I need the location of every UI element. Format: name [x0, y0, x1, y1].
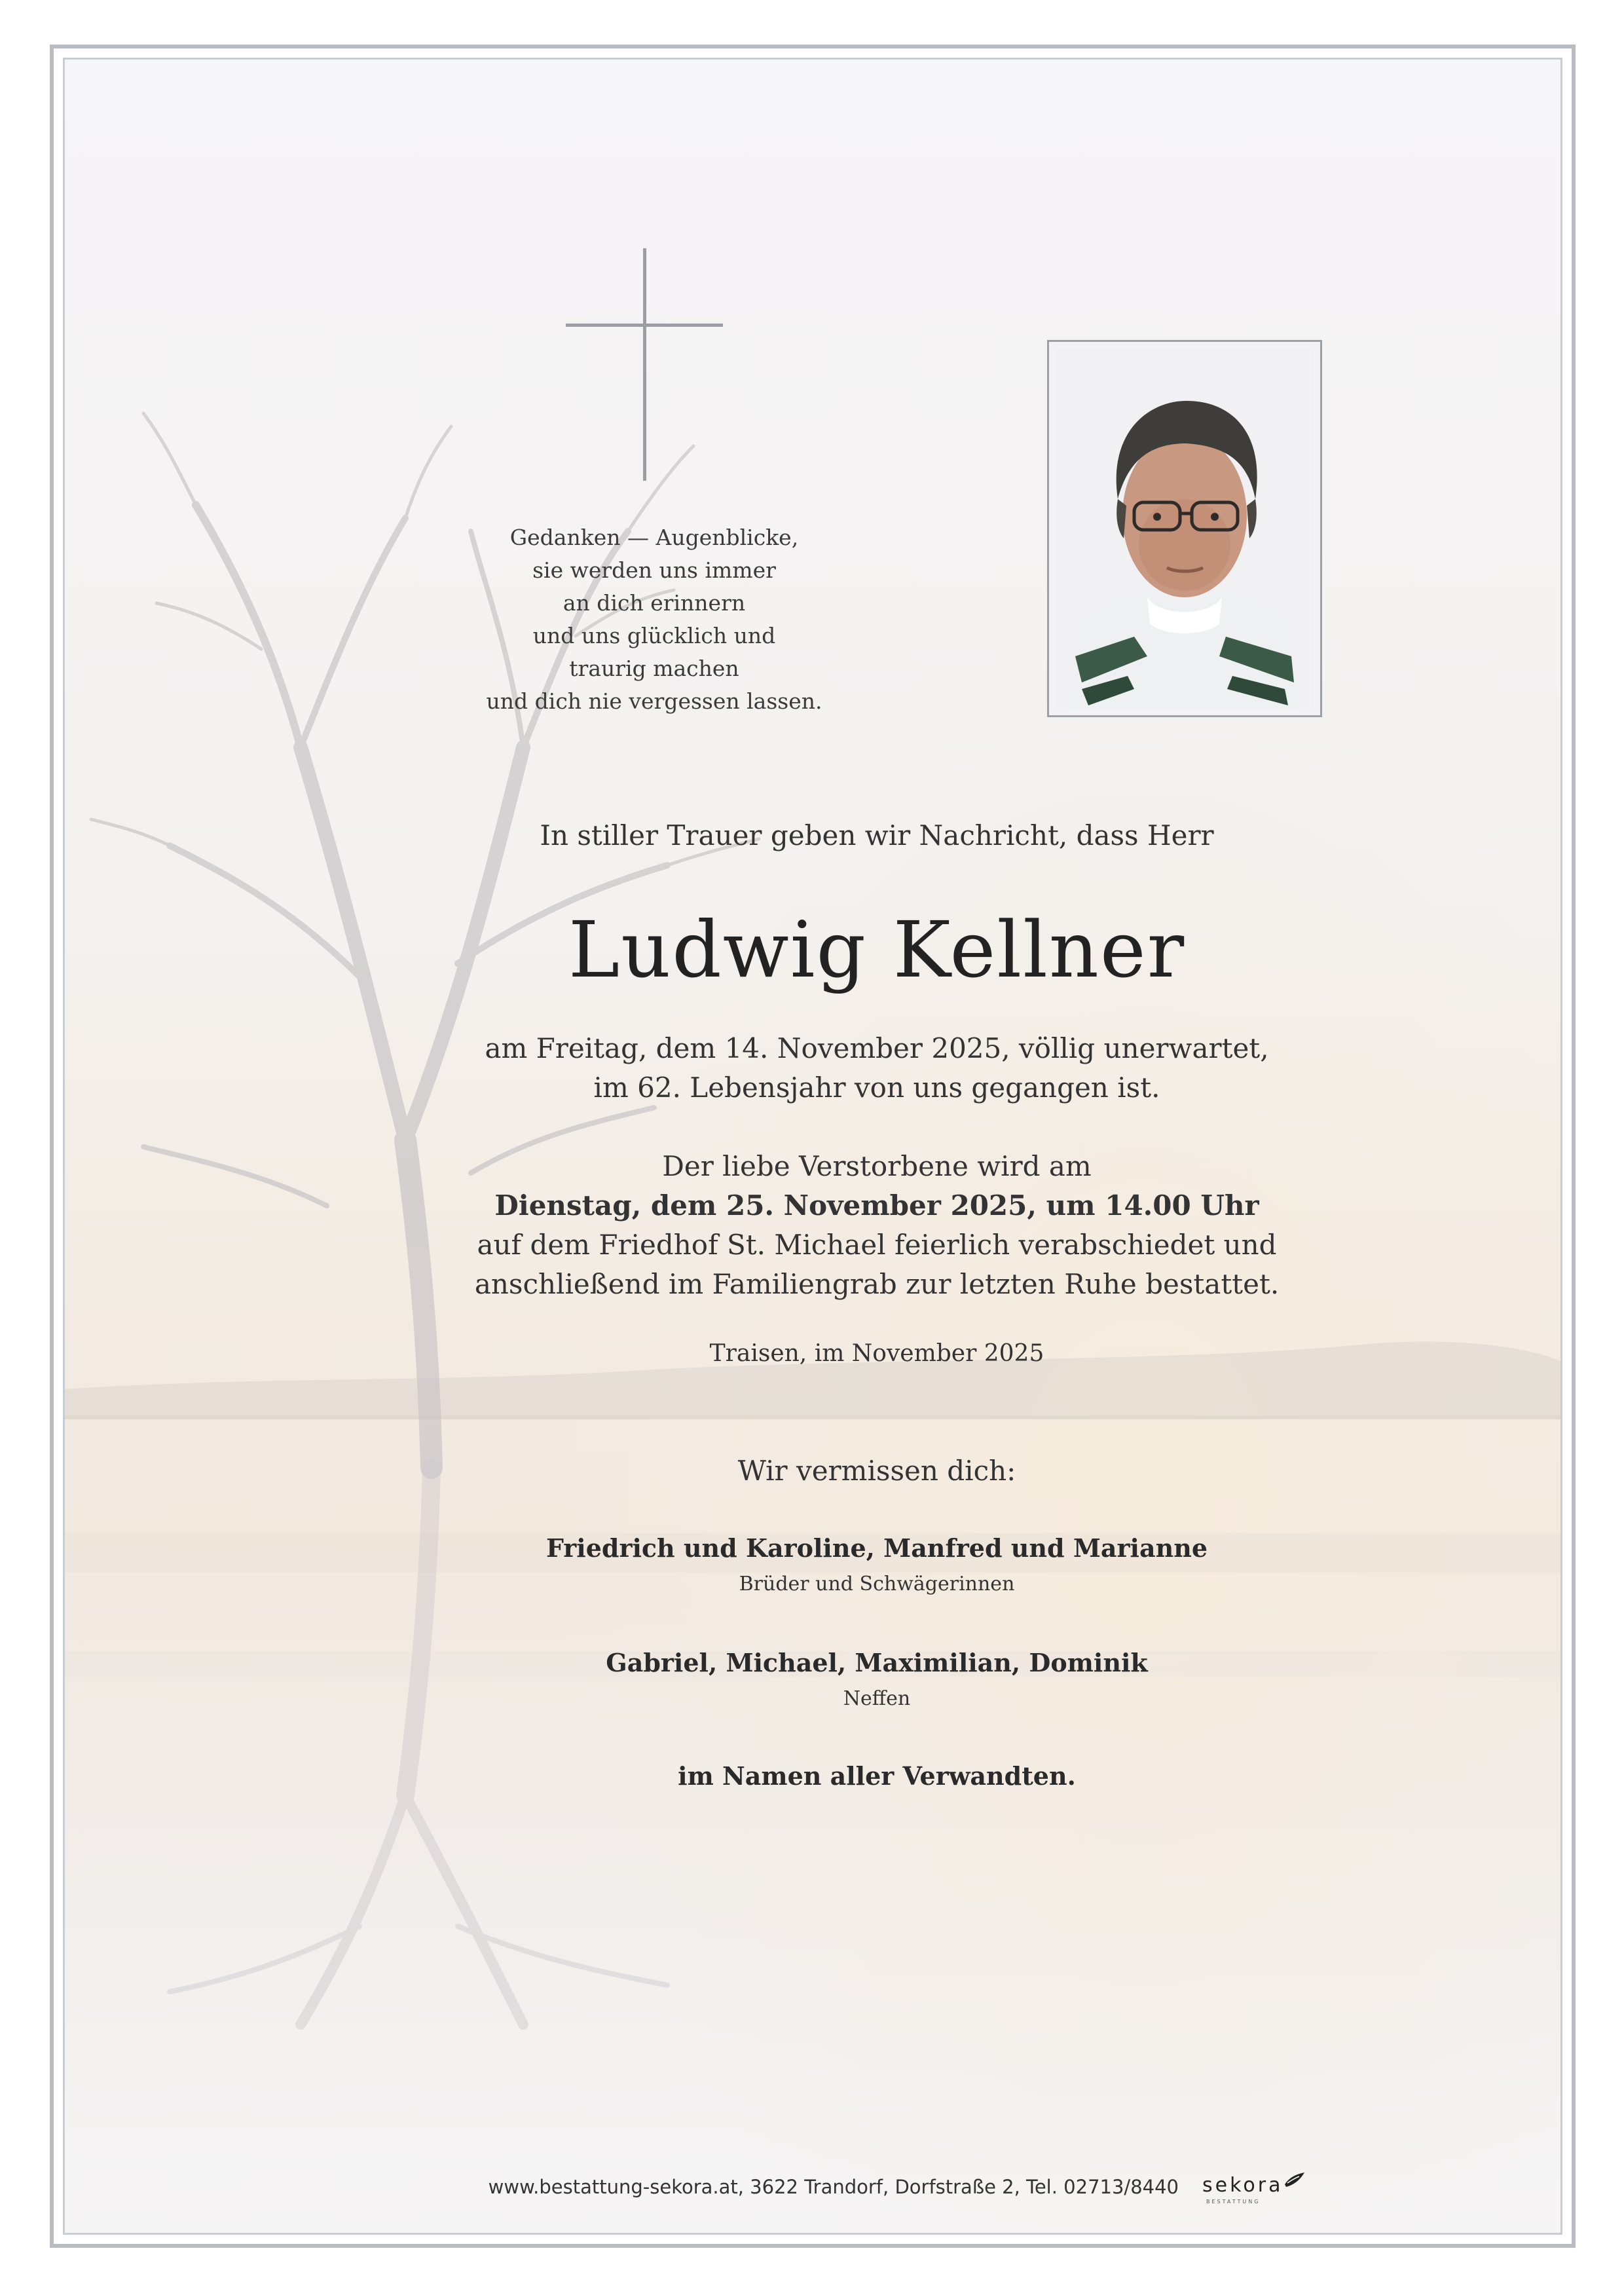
poem-line: sie werden uns immer	[532, 557, 776, 583]
cross-icon	[566, 248, 723, 481]
logo-subtitle: BESTATTUNG	[1206, 2199, 1261, 2205]
mourners-heading: Wir vermissen dich:	[737, 1455, 1016, 1487]
mourners-group-relation: Neffen	[843, 1687, 911, 1710]
funeral-line: Der liebe Verstorbene wird am	[662, 1150, 1092, 1182]
notice-panel	[63, 58, 1562, 2235]
footer-contact: www.bestattung-sekora.at, 3622 Trandorf, Dorfstraße 2, Tel. 02713/8440	[488, 2176, 1179, 2198]
memorial-poem	[458, 521, 851, 718]
logo-name: sekora	[1202, 2174, 1283, 2197]
intro-text: In stiller Trauer geben wir Nachricht, dass Herr	[540, 819, 1214, 851]
death-line: im 62. Lebensjahr von uns gegangen ist.	[593, 1072, 1160, 1104]
portrait-photo	[1056, 348, 1314, 709]
mourners-group-relation: Brüder und Schwägerinnen	[739, 1573, 1015, 1595]
funeral-date: Dienstag, dem 25. November 2025, um 14.00 Uhr	[494, 1189, 1259, 1222]
closing-line: im Namen aller Verwandten.	[678, 1761, 1076, 1791]
poem-line: traurig machen	[569, 656, 739, 681]
funeral-details	[294, 1147, 1460, 1304]
funeral-line: anschließend im Familiengrab zur letzten Ruhe bestattet.	[474, 1268, 1280, 1300]
poem-line: und uns glücklich und	[532, 623, 776, 648]
funeral-line: auf dem Friedhof St. Michael feierlich verabschiedet und	[477, 1229, 1277, 1261]
company-logo	[1200, 2165, 1318, 2211]
poem-line: an dich erinnern	[563, 590, 746, 616]
mourners-group-names: Gabriel, Michael, Maximilian, Dominik	[606, 1648, 1148, 1677]
place-date: Traisen, im November 2025	[709, 1340, 1044, 1367]
mourners-group-names: Friedrich und Karoline, Manfred und Marianne	[545, 1533, 1208, 1563]
poem-line: Gedanken — Augenblicke,	[509, 525, 799, 550]
deceased-name: Ludwig Kellner	[568, 905, 1186, 995]
leaf-icon	[1283, 2171, 1306, 2190]
death-line: am Freitag, dem 14. November 2025, völlig unerwartet,	[485, 1032, 1269, 1064]
portrait-photo-frame	[1047, 340, 1322, 717]
death-notice	[294, 1029, 1460, 1108]
poem-line: und dich nie vergessen lassen.	[486, 688, 822, 714]
